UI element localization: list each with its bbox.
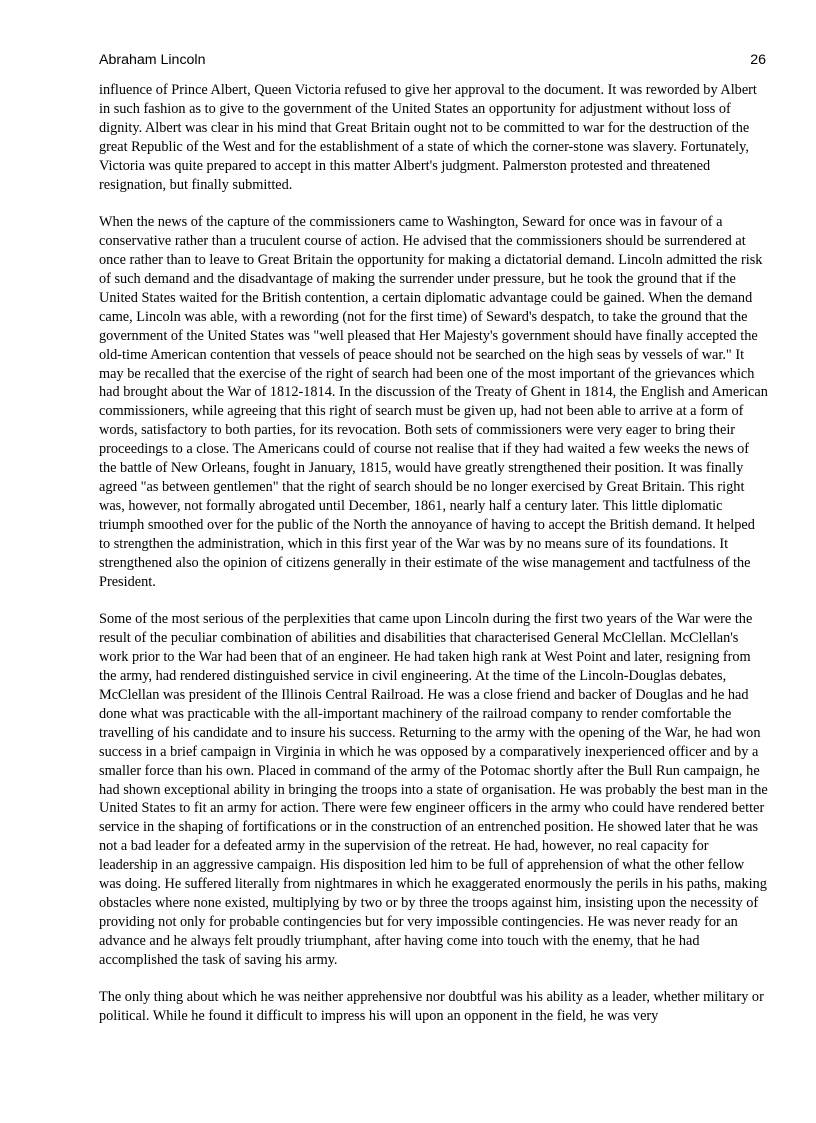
paragraph-3: Some of the most serious of the perplexities that came upon Lincoln during the first two years of the War were the result of the peculiar combination of abilities and disabilities that characterised General McClellan. McClellan's work prior to the War had been that of an engineer. He had taken high rank at West Point and later, resigning from the army, had rendered distinguished service in civil engineering. At the time of the Lincoln-Douglas debates, McClellan was president of the Illinois Central Railroad. He was a close friend and backer of Douglas and he had done what was practicable with the all-important machinery of the railroad company to render comfortable the travelling of his candidate and to insure his success. Returning to the army with the opening of the War, he had won success in a brief campaign in Virginia in which he was opposed by a comparatively inexperienced officer and by a smaller force than his own. Placed in command of the army of the Potomac shortly after the Bull Run campaign, he had shown exceptional ability in bringing the troops into a state of organisation. He was probably the best man in the United States to fit an army for action. There were few engineer officers in the army who could have rendered better service in the shaping of fortifications or in the construction of an entrenched position. He showed later that he was not a bad leader for a defeated army in the supervision of the retreat. He had, however, no real capacity for leadership in an aggressive campaign. His disposition led him to be full of apprehension of what the other fellow was doing. He suffered literally from nightmares in which he exaggerated enormously the perils in his paths, making obstacles where none existed, multiplying by two or by three the troops against him, insisting upon the necessity of providing not only for probable contingencies but for very impossible contingencies. He was never ready for an advance and he always felt proudly triumphant, after having come into touch with the enemy, that he had accomplished the task of saving his army. <box>99 611 768 968</box>
page-body <box>99 81 769 1045</box>
paragraph-4: The only thing about which he was neither apprehensive nor doubtful was his ability as a leader, whether military or political. While he found it difficult to impress his will upon an opponent in the field, he was very <box>99 989 764 1025</box>
paragraph-2: When the news of the capture of the commissioners came to Washington, Seward for once was in favour of a conservative rather than a truculent course of action. He advised that the commissioners should be surrendered at once rather than to leave to Great Britain the opportunity for making a dictatorial demand. Lincoln admitted the risk of such demand and the disadvantage of making the surrender under pressure, but he took the ground that if the United States waited for the British contention, a certain diplomatic advantage could be gained. When the demand came, Lincoln was able, with a rewording (not for the first time) of Seward's despatch, to take the ground that the government of the United States was "well pleased that Her Majesty's government should have finally accepted the old-time American contention that vessels of peace should not be searched on the high seas by vessels of war." It may be recalled that the exercise of the right of search had been one of the most important of the grievances which had brought about the War of 1812-1814. In the discussion of the Treaty of Ghent in 1814, the English and American commissioners, while agreeing that this right of search must be given up, had not been able to arrive at a form of words, satisfactory to both parties, for its revocation. Both sets of commissioners were very eager to bring their proceedings to a close. The Americans could of course not realise that if they had waited a few weeks the news of the battle of New Orleans, fought in January, 1815, would have greatly strengthened their position. It was finally agreed "as between gentlemen" that the right of search should be no longer exercised by Great Britain. This right was, however, not formally abrogated until December, 1861, nearly half a century later. This little diplomatic triumph smoothed over for the public of the North the annoyance of having to accept the British demand. It helped to strengthen the administration, which in this first year of the War was by no means sure of its foundations. It strengthened also the opinion of citizens generally in their estimate of the wise management and tactfulness of the President. <box>99 214 768 590</box>
page-header <box>99 52 766 72</box>
running-title: Abraham Lincoln <box>99 52 206 68</box>
paragraph-1: influence of Prince Albert, Queen Victoria refused to give her approval to the document. It was reworded by Albert in such fashion as to give to the government of the United States an opportunity for adjustment without loss of dignity. Albert was clear in his mind that Great Britain ought not to be committed to war for the destruction of the great Republic of the West and for the establishment of a state of which the corner-stone was slavery. Fortunately, Victoria was quite prepared to accept in this matter Albert's judgment. Palmerston protested and threatened resignation, but finally submitted. <box>99 82 757 193</box>
page-number: 26 <box>750 52 766 68</box>
